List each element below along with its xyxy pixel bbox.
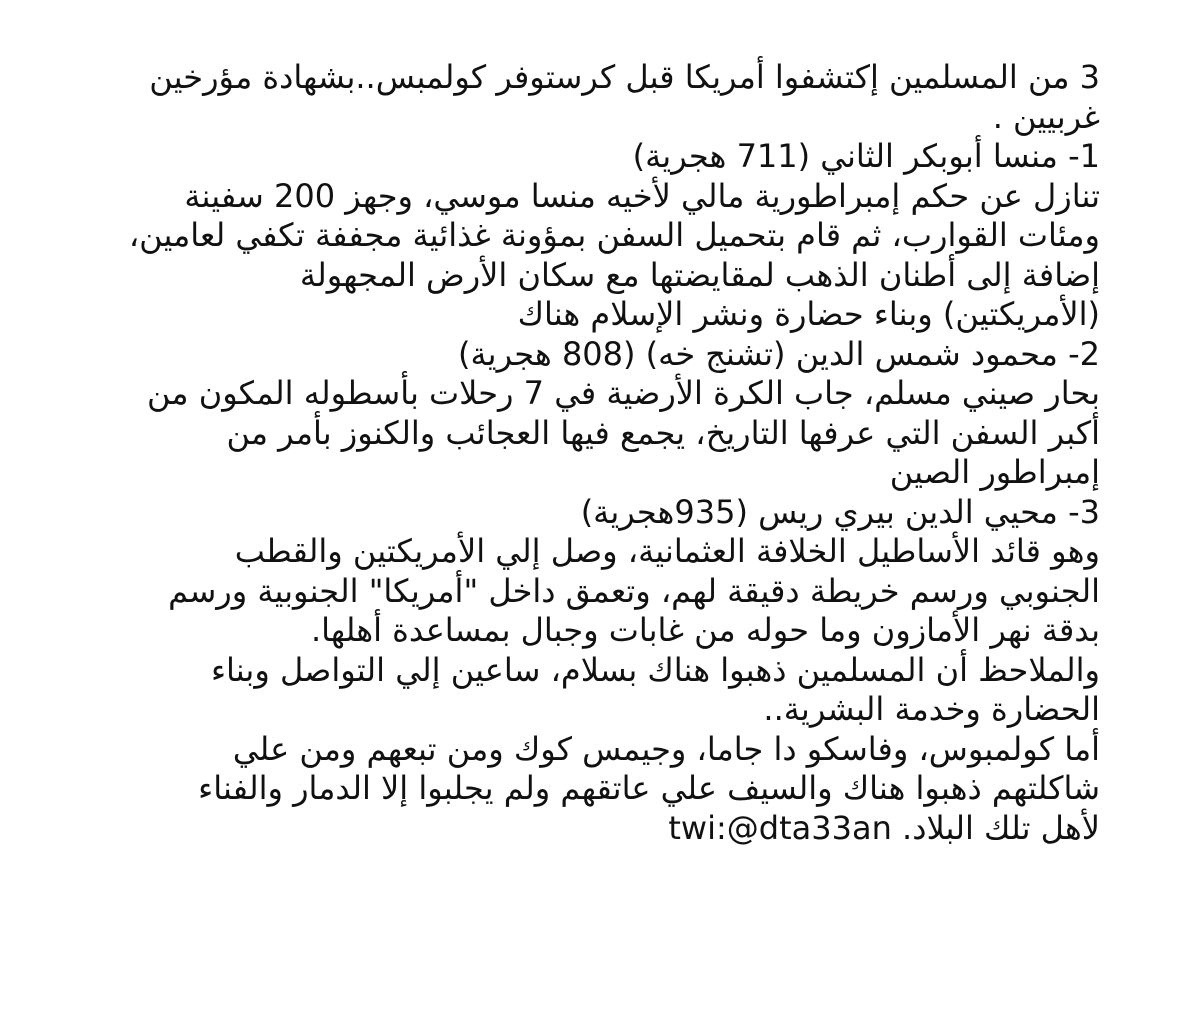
paragraph-line: شاكلتهم ذهبوا هناك والسيف علي عاتقهم ولم يجلبوا إلا الدمار والفناء	[198, 769, 1100, 807]
paragraph-line: (الأمريكتين) وبناء حضارة ونشر الإسلام هناك	[517, 295, 1100, 333]
heading-line: غربيين .	[992, 97, 1100, 136]
section-title: 2- محمود شمس الدين (تشنج خه) (808 هجرية)	[458, 334, 1100, 373]
paragraph-line: أما كولمبوس، وفاسكو دا جاما، وجيمس كوك ومن تبعهم ومن علي	[232, 729, 1100, 768]
paragraph-line: أكبر السفن التي عرفها التاريخ، يجمع فيها العجائب والكنوز بأمر من	[226, 413, 1100, 452]
section-title: 3- محيي الدين بيري ريس (935هجرية)	[580, 492, 1100, 531]
signature-line: لأهل تلك البلاد. twi:@dta33an	[668, 808, 1100, 847]
heading-line: 3 من المسلمين إكتشفوا أمريكا قبل كرستوفر كولمبس..بشهادة مؤرخين	[149, 58, 1100, 96]
paragraph-line: ومئات القوارب، ثم قام بتحميل السفن بمؤونة غذائية مجففة تكفي لعامين،	[128, 216, 1100, 254]
paragraph-line: الجنوبي ورسم خريطة دقيقة لهم، وتعمق داخل "أمريكا" الجنوبية ورسم	[168, 571, 1100, 610]
article-text	[100, 58, 1100, 848]
section-title: 1- منسا أبوبكر الثاني (711 هجرية)	[632, 137, 1100, 175]
paragraph-line: بحار صيني مسلم، جاب الكرة الأرضية في 7 رحلات بأسطوله المكون من	[147, 374, 1100, 412]
paragraph-line: بدقة نهر الأمازون وما حوله من غابات وجبال بمساعدة أهلها.	[310, 611, 1100, 649]
paragraph-line: تنازل عن حكم إمبراطورية مالي لأخيه منسا موسي، وجهز 200 سفينة	[184, 176, 1100, 215]
paragraph-line: الحضارة وخدمة البشرية..	[763, 690, 1100, 728]
paragraph-line: والملاحظ أن المسلمين ذهبوا هناك بسلام، ساعين إلي التواصل وبناء	[210, 650, 1100, 689]
paragraph-line: وهو قائد الأساطيل الخلافة العثمانية، وصل إلي الأمريكتين والقطب	[234, 532, 1100, 570]
paragraph-line: إمبراطور الصين	[889, 453, 1100, 491]
paragraph-line: إضافة إلى أطنان الذهب لمقايضتها مع سكان الأرض المجهولة	[299, 255, 1100, 294]
